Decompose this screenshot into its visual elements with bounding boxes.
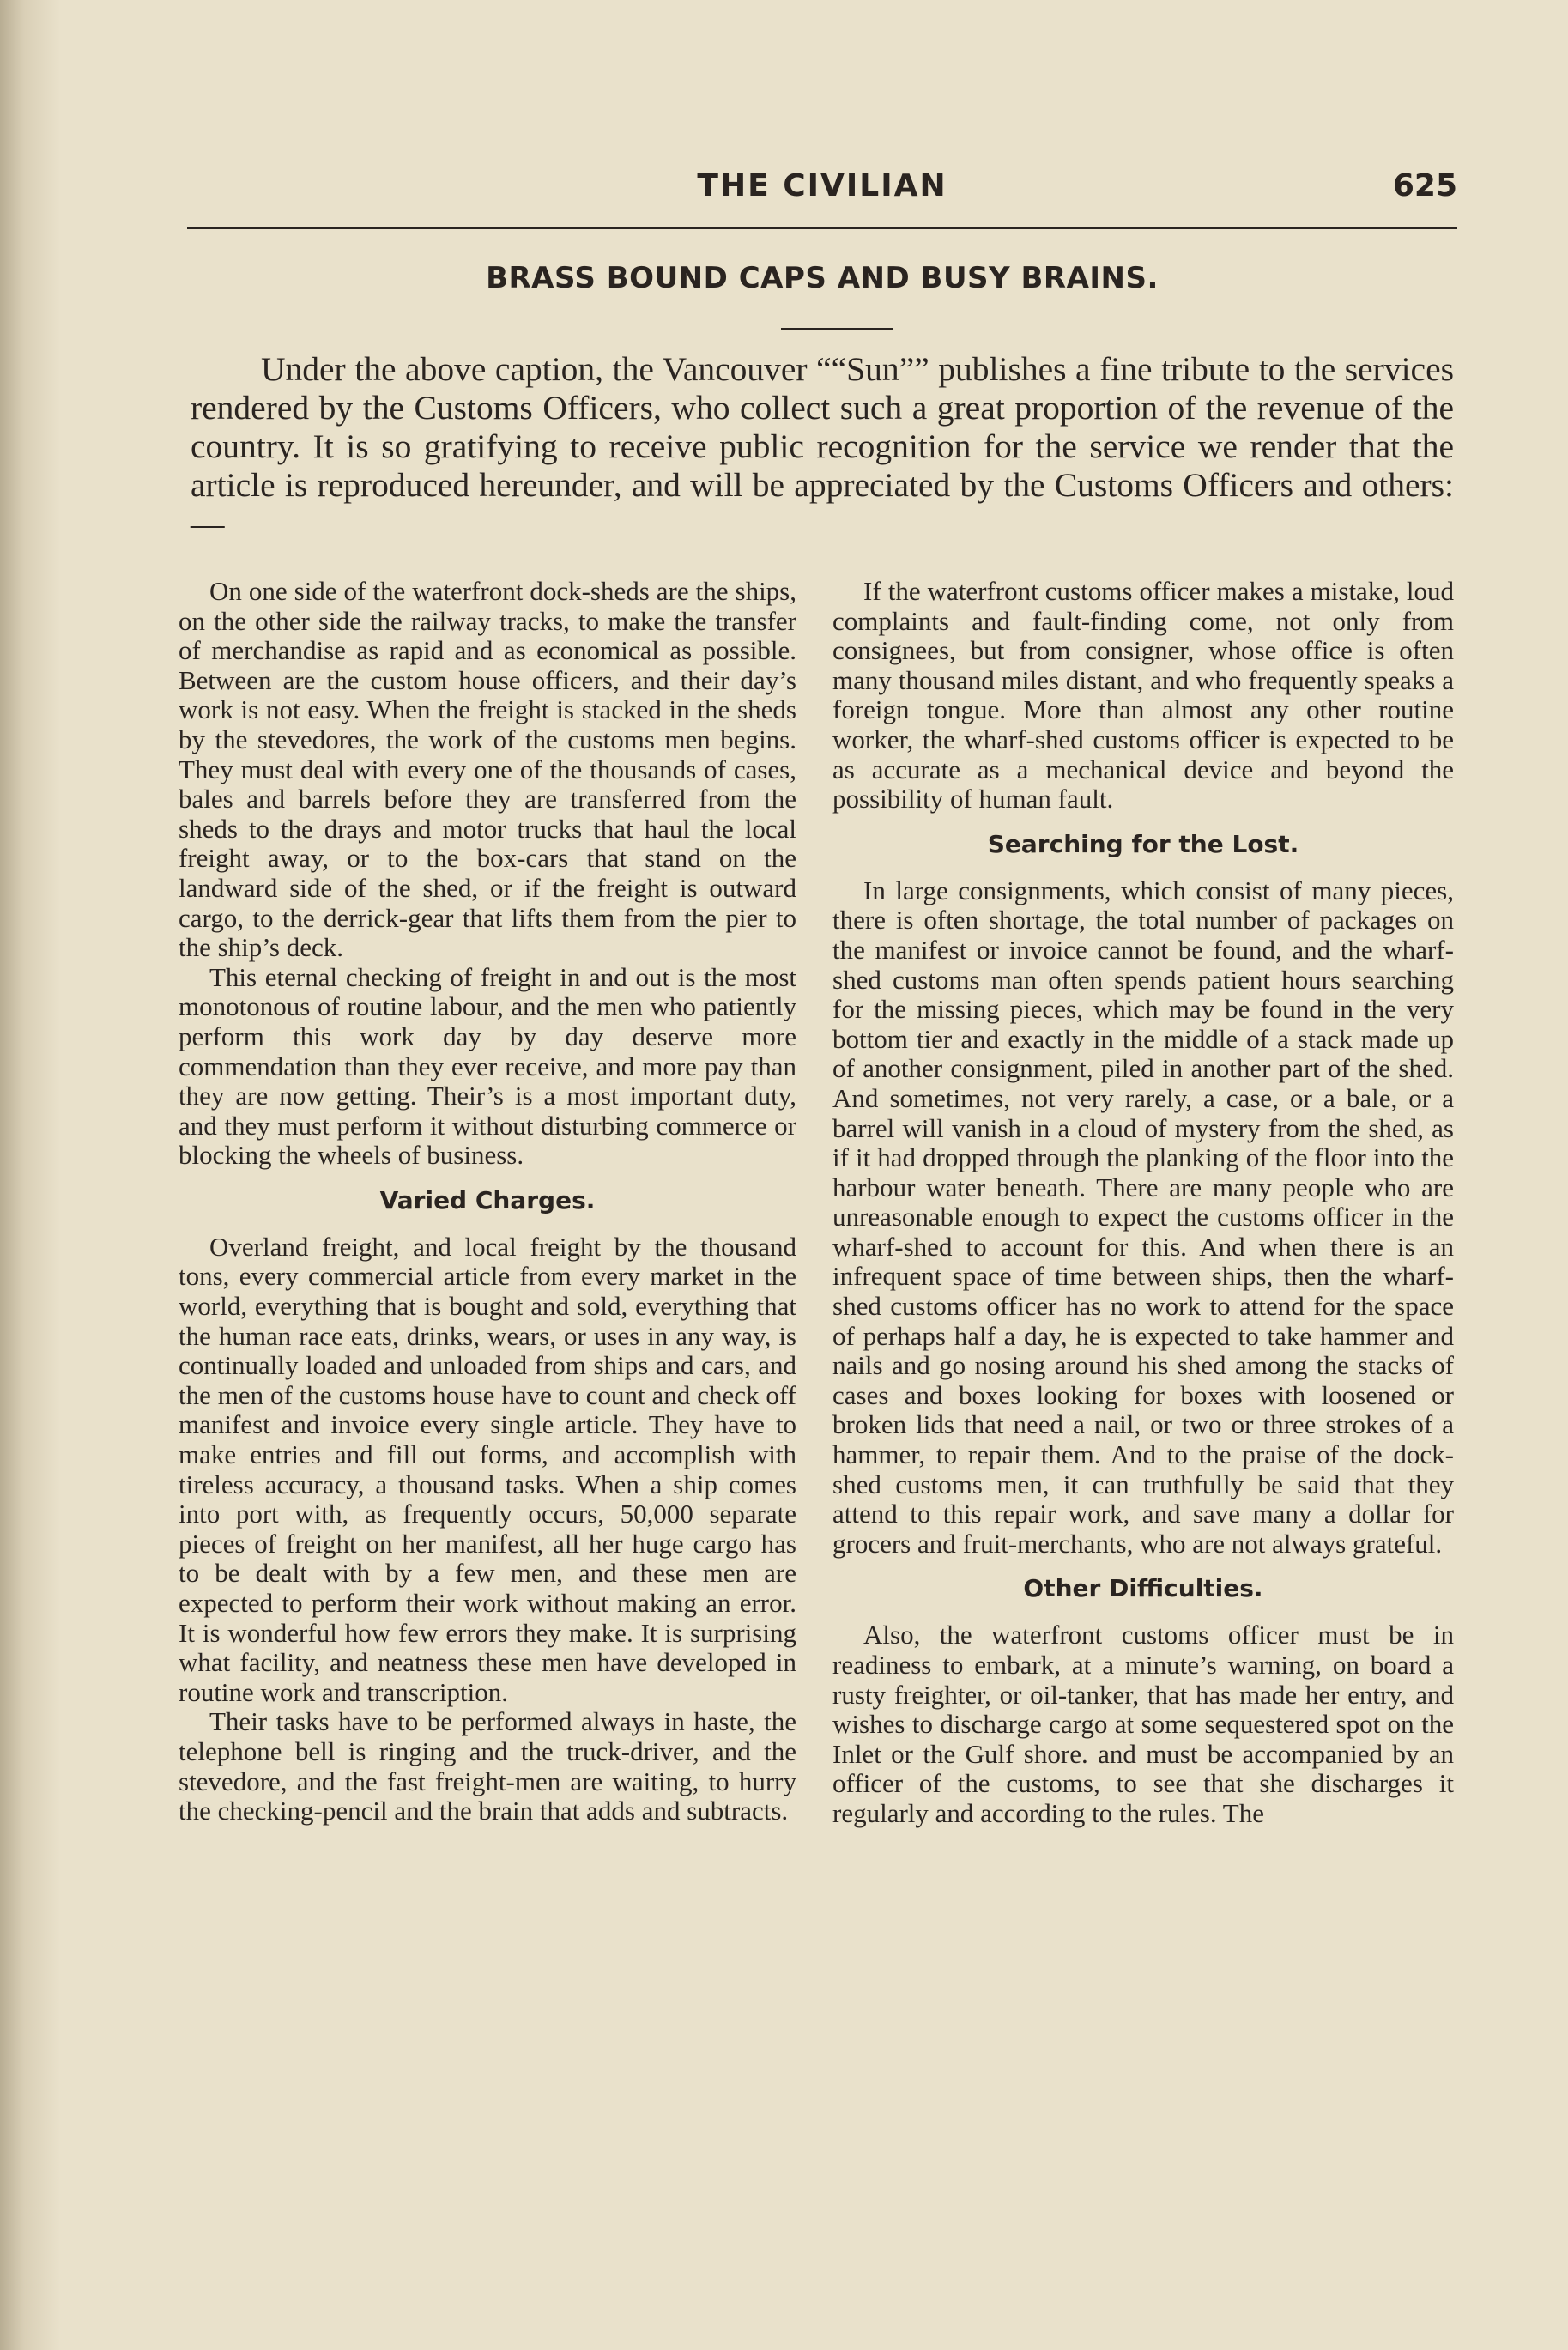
headline-rule: [781, 328, 893, 330]
right-column: [832, 577, 1454, 1829]
paragraph: In large consignments, which consist of many pieces, there is often shortage, the total number of packages on the manifest or invoice cannot be found, and the wharf-shed customs man often spends patient hours searching for the missing pieces, which may be found in the very bottom tier and exactly in the middle of a stack made up of another consignment, piled in another part of the shed. And sometimes, not very rarely, a case, or a bale, or a barrel will vanish in a cloud of mystery from the shed, as if it had dropped through the planking of the floor into the harbour water beneath. There are many people who are unreasonable enough to expect the customs officer in the wharf-shed to account for this. And when there is an infrequent space of time between ships, then the wharf-shed customs officer has no work to attend for the space of perhaps half a day, he is expected to take hammer and nails and go nosing around his shed among the stacks of cases and boxes looking for boxes with loosened or broken lids that need a nail, or two or three strokes of a hammer, to repair them. And to the praise of the dock-shed customs men, it can truthfully be said that they attend to this repair work, and save many a dollar for grocers and fruit-merchants, who are not always grateful.: [832, 875, 1454, 1559]
paragraph: If the waterfront customs officer makes a mistake, loud complaints and fault-finding come, not only from consignees, but from consigner, whose office is often many thousand miles distant, and who frequently speaks a foreign tongue. More than almost any other routine worker, the wharf-shed customs officer is expected to be as accurate as a mechanical device and beyond the possibility of human fault.: [832, 576, 1454, 815]
paragraph: Also, the waterfront customs officer must be in readiness to embark, at a minute’s warning, on board a rusty freighter, or oil-tanker, that has made her entry, and wishes to discharge cargo at some sequestered spot on the Inlet or the Gulf shore. and must be accompanied by an officer of the customs, to see that she discharges it regularly and according to the rules. The: [832, 1620, 1454, 1828]
paragraph: This eternal checking of freight in and out is the most monotonous of routine labour, and the men who patiently perform this work day by day deserve more commendation than they ever receive, and more pay than they are now getting. Their’s is a most important duty, and they must perform it without disturbing commerce or blocking the wheels of business.: [179, 961, 796, 1171]
paragraph: Overland freight, and local freight by the thousand tons, every commercial article from every market in the world, everything that is bought and sold, everything that the human race eats, drinks, wears, or uses in any way, is continually loaded and unloaded from ships and cars, and the men of the customs house have to count and check off manifest and invoice every single article. They have to make entries and fill out forms, and accomplish with tireless accuracy, a thousand tasks. When a ship comes into port with, as frequently occurs, 50,000 separate pieces of freight on her manifest, all her huge cargo has to be dealt with by a few men, and these men are expected to perform their work without making an error. It is wonderful how few errors they make. It is surprising what facility, and neatness these men have developed in routine work and transcription.: [179, 1231, 796, 1707]
page-header: [187, 168, 1457, 211]
section-heading: Other Difficulties.: [1023, 1574, 1263, 1603]
article-headline: BRASS BOUND CAPS AND BUSY BRAINS.: [486, 261, 1159, 295]
page-edge-shadow: [0, 0, 60, 2350]
paragraph: Their tasks have to be performed always in haste, the telephone bell is ringing and the truck-driver, and the stevedore, and the fast freight-men are waiting, to hurry the checking-pencil and the brain that adds and subtracts.: [179, 1706, 796, 1826]
page-number: 625: [1392, 168, 1457, 203]
section-heading: Searching for the Lost.: [987, 829, 1299, 858]
article-intro: Under the above caption, the Vancouver ““Sun”” publishes a fine tribute to the services rendered by the Customs Officers, who collect such a great proportion of the revenue of the country. It is so gratifying to receive public recognition for the service we render that the article is reproduced hereunder, and will be appreciated by the Customs Officers and others:—: [191, 350, 1454, 542]
left-column: [179, 577, 796, 1826]
header-rule: [187, 227, 1457, 229]
section-heading: Varied Charges.: [379, 1185, 596, 1214]
paragraph: On one side of the waterfront dock-sheds are the ships, on the other side the railway tracks, to make the transfer of merchandise as rapid and as economical as possible. Between are the custom house officers, and their day’s work is not easy. When the freight is stacked in the sheds by the stevedores, the work of the customs men begins. They must deal with every one of the thousands of cases, bales and barrels before they are transferred from the sheds to the drays and motor trucks that haul the local freight away, or to the box-cars that stand on the landward side of the shed, or if the freight is outward cargo, to the derrick-gear that lifts them from the pier to the ship’s deck.: [179, 576, 796, 963]
running-title: THE CIVILIAN: [697, 168, 947, 203]
